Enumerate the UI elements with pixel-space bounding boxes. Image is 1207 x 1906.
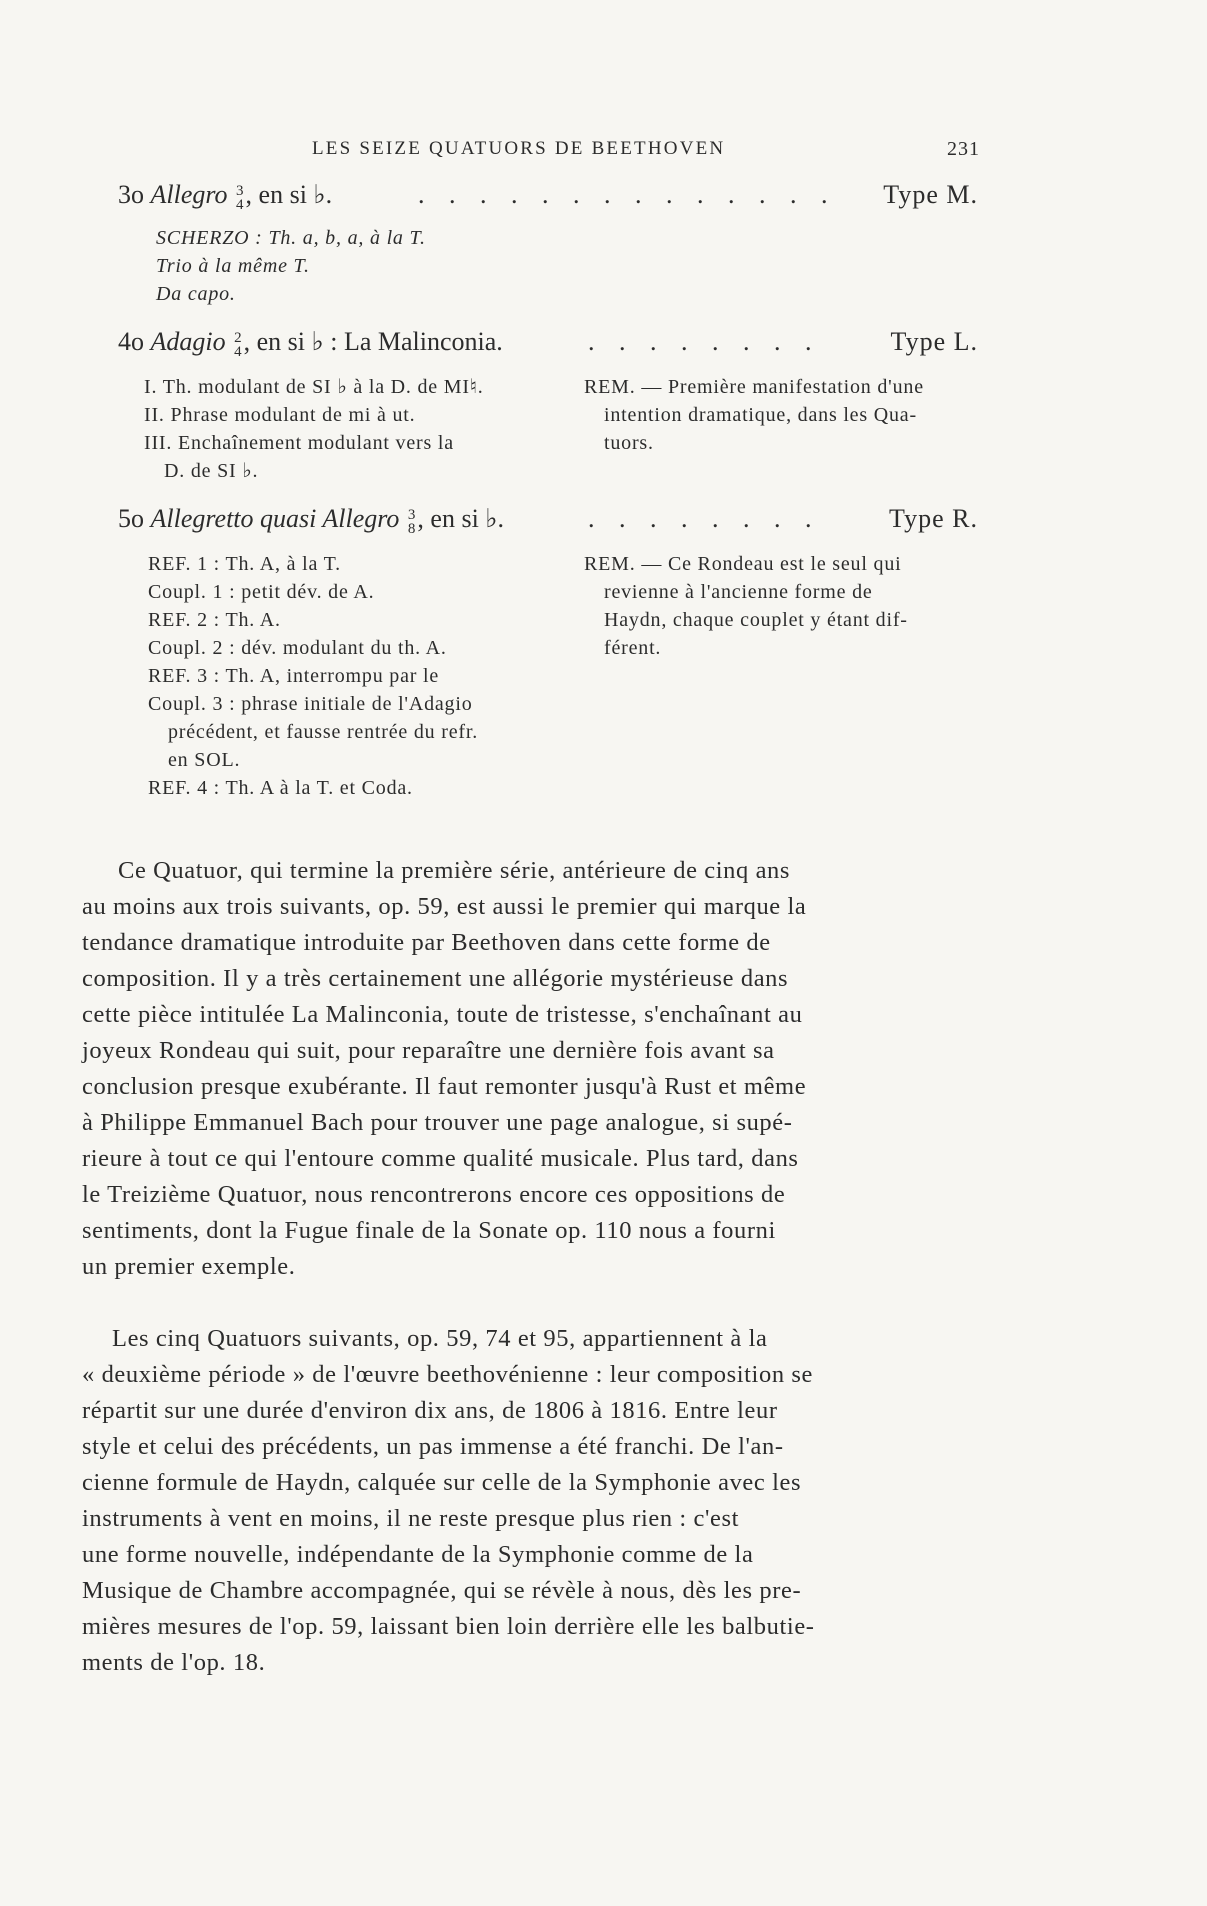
outline-line: Da capo. (156, 283, 236, 305)
paragraph-line: répartit sur une durée d'environ dix ans, de 1806 à 1816. Entre leur (82, 1397, 778, 1424)
paragraph-line: instruments à vent en moins, il ne reste presque plus rien : c'est (82, 1505, 740, 1532)
running-title: LES SEIZE QUATUORS DE BEETHOVEN (312, 138, 726, 159)
time-signature: 3 4 (236, 183, 244, 213)
outline-line: REF. 4 : Th. A à la T. et Coda. (148, 777, 413, 799)
outline-line: en SOL. (168, 749, 241, 771)
paragraph-line: rieure à tout ce qui l'entoure comme qualité musicale. Plus tard, dans (82, 1145, 799, 1172)
time-signature: 3 8 (407, 507, 416, 537)
movement-4-heading (118, 327, 978, 367)
movement-key: , en si ♭. (417, 504, 505, 533)
paragraph-line: le Treizième Quatuor, nous rencontrerons encore ces oppositions de (82, 1181, 786, 1208)
leader-dots: . . . . . . . . (588, 327, 821, 356)
outline-line: SCHERZO : Th. a, b, a, à la T. (156, 227, 426, 249)
movement-name: Adagio (150, 327, 226, 356)
paragraph-line: mières mesures de l'op. 59, laissant bien loin derrière elle les balbutie- (82, 1613, 815, 1640)
movement-name: Allegro (150, 180, 228, 209)
body-paragraph-2 (82, 1321, 972, 1681)
paragraph-line: tendance dramatique introduite par Beethoven dans cette forme de (82, 929, 771, 956)
paragraph-line: joyeux Rondeau qui suit, pour reparaître une dernière fois avant sa (82, 1037, 775, 1064)
running-header (312, 138, 980, 164)
movement-3-heading (118, 180, 978, 220)
movement-type: Type L. (890, 327, 978, 356)
outline-line: REF. 1 : Th. A, à la T. (148, 553, 341, 575)
paragraph-line: style et celui des précédents, un pas immense a été franchi. De l'an- (82, 1433, 784, 1460)
outline-line: Trio à la même T. (156, 255, 310, 277)
paragraph-line: Ce Quatuor, qui termine la première série, antérieure de cinq ans (118, 857, 791, 884)
paragraph-line: composition. Il y a très certainement une allégorie mystérieuse dans (82, 965, 789, 992)
movement-type: Type R. (889, 504, 978, 533)
paragraph-line: à Philippe Emmanuel Bach pour trouver une page analogue, si supé- (82, 1109, 793, 1136)
movement-5-remark (584, 550, 908, 662)
remark-line: Haydn, chaque couplet y étant dif- (604, 609, 908, 631)
movement-key: , en si ♭. (245, 180, 333, 209)
body-paragraph-1 (82, 853, 972, 1285)
remark-line: REM. — Première manifestation d'une (584, 376, 924, 398)
movement-3-outline (156, 224, 426, 308)
paragraph-line: au moins aux trois suivants, op. 59, est aussi le premier qui marque la (82, 893, 807, 920)
movement-number: 5o (118, 504, 144, 533)
movement-type: Type M. (883, 180, 978, 209)
outline-line: REF. 3 : Th. A, interrompu par le (148, 665, 440, 687)
remark-line: férent. (604, 637, 662, 659)
outline-line: Coupl. 2 : dév. modulant du th. A. (148, 637, 447, 659)
movement-5-outline (148, 550, 478, 802)
paragraph-line: « deuxième période » de l'œuvre beethovénienne : leur composition se (82, 1361, 813, 1388)
paragraph-line: ments de l'op. 18. (82, 1649, 266, 1676)
outline-line: REF. 2 : Th. A. (148, 609, 281, 631)
remark-line: tuors. (604, 432, 654, 454)
remark-line: revienne à l'ancienne forme de (604, 581, 873, 603)
leader-dots: . . . . . . . . . . . . . . (418, 180, 837, 209)
movement-5-heading (118, 504, 978, 544)
leader-dots: . . . . . . . . (588, 504, 821, 533)
paragraph-line: Musique de Chambre accompagnée, qui se révèle à nous, dès les pre- (82, 1577, 802, 1604)
movement-number: 4o (118, 327, 144, 356)
outline-line: I. Th. modulant de SI ♭ à la D. de MI♮. (144, 376, 484, 398)
paragraph-line: cienne formule de Haydn, calquée sur celle de la Symphonie avec les (82, 1469, 802, 1496)
outline-line: Coupl. 1 : petit dév. de A. (148, 581, 375, 603)
paragraph-line: sentiments, dont la Fugue finale de la Sonate op. 110 nous a fourni (82, 1217, 776, 1244)
movement-name: Allegretto quasi Allegro (150, 504, 400, 533)
movement-4-remark (584, 373, 924, 457)
movement-number: 3o (118, 180, 144, 209)
paragraph-line: Les cinq Quatuors suivants, op. 59, 74 et 95, appartiennent à la (112, 1325, 768, 1352)
paragraph-line: un premier exemple. (82, 1253, 296, 1280)
paragraph-line: conclusion presque exubérante. Il faut remonter jusqu'à Rust et même (82, 1073, 807, 1100)
outline-line: III. Enchaînement modulant vers la (144, 432, 454, 454)
movement-key: , en si ♭ : La Malinconia. (243, 327, 503, 356)
movement-4-outline (144, 373, 484, 485)
time-signature: 2 4 (234, 330, 242, 360)
outline-line: D. de SI ♭. (164, 460, 259, 482)
remark-line: intention dramatique, dans les Qua- (604, 404, 917, 426)
outline-line: II. Phrase modulant de mi à ut. (144, 404, 416, 426)
outline-line: précédent, et fausse rentrée du refr. (168, 721, 478, 743)
paragraph-line: cette pièce intitulée La Malinconia, toute de tristesse, s'enchaînant au (82, 1001, 803, 1028)
page-number: 231 (947, 138, 980, 160)
remark-line: REM. — Ce Rondeau est le seul qui (584, 553, 902, 575)
outline-line: Coupl. 3 : phrase initiale de l'Adagio (148, 693, 473, 715)
paragraph-line: une forme nouvelle, indépendante de la Symphonie comme de la (82, 1541, 754, 1568)
